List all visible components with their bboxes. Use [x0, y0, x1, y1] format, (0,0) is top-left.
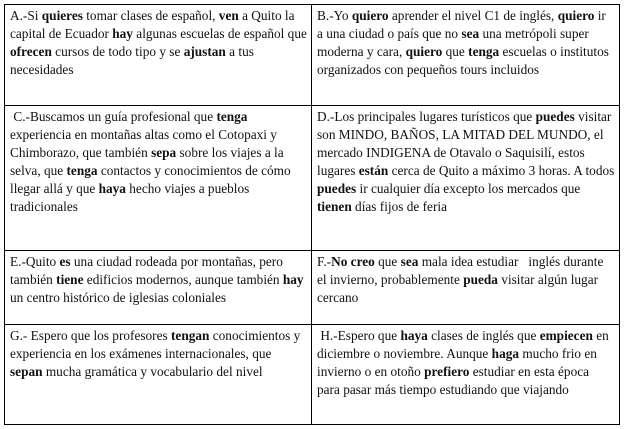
highlighted-verb: ven [218, 8, 239, 23]
cell-text: conocimientos y experiencia en los exámenes internacionales, que [10, 328, 304, 361]
highlighted-verb: quiero [351, 8, 389, 23]
cell-text: hecho viajes a pueblos tradicionales [10, 181, 253, 214]
cell-f [311, 250, 619, 324]
cell-text: mucha gramática y vocabulario del nivel [42, 364, 263, 379]
cell-text: B.-Yo [317, 8, 352, 23]
highlighted-verb: tengan [171, 328, 210, 343]
highlighted-verb: haga [491, 346, 520, 361]
highlighted-verb: tenga [216, 109, 248, 124]
cell-text: sobre los viajes a la selva, que [10, 145, 287, 178]
highlighted-verb: tienen [317, 199, 352, 214]
cell-text: E.-Quito [10, 254, 60, 269]
highlighted-verb: sea [400, 254, 419, 269]
cell-text: a tus necesidades [10, 44, 258, 77]
cell-text: mucho frio en invierno o en otoño [317, 346, 601, 379]
cell-text: estudiar en esta época para pasar más tiempo estudiando que viajando [317, 364, 593, 397]
cell-text: cursos de todo tipo y se [51, 44, 184, 59]
cell-text: contactos y conocimientos de cómo llegar allá y que [10, 163, 294, 196]
highlighted-verb: haya [400, 328, 428, 343]
cell-c [5, 105, 311, 250]
highlighted-verb: tenga [66, 163, 98, 178]
cell-text: H.-Espero que [317, 328, 401, 343]
cell-text: G.- Espero que los profesores [10, 328, 171, 343]
highlighted-verb: ofrecen [10, 44, 52, 59]
cell-text: algunas escuelas de español que [132, 26, 311, 41]
cell-text: cerca de Quito a máximo 3 horas. A todos [388, 163, 618, 178]
cell-h [311, 324, 619, 424]
cell-text: ir cualquier día excepto los mercados que [356, 181, 584, 196]
cell-e [5, 250, 311, 324]
cell-text: un centro histórico de iglesias coloniales [10, 272, 307, 305]
highlighted-verb: puedes [317, 181, 357, 196]
highlighted-verb: tenga [468, 44, 500, 59]
cell-text: edificios modernos, aunque también [83, 272, 283, 287]
highlighted-verb: haya [98, 181, 126, 196]
cell-text: aprender el nivel C1 de inglés, [388, 8, 558, 23]
cell-a [5, 5, 311, 105]
highlighted-verb: sepan [10, 364, 43, 379]
highlighted-verb: es [59, 254, 71, 269]
highlighted-verb: hay [282, 272, 304, 287]
exercise-table [4, 4, 620, 425]
cell-b [311, 5, 619, 105]
cell-text: a Quito la capital de Ecuador [10, 8, 298, 41]
highlighted-verb: hay [112, 26, 133, 41]
highlighted-verb: puedes [535, 109, 575, 124]
highlighted-verb: No creo [331, 254, 375, 269]
cell-text: días fijos de feria [351, 199, 447, 214]
cell-text: A.-Si [10, 8, 42, 23]
cell-text: C.-Buscamos un guía profesional que [10, 109, 217, 124]
highlighted-verb: sea [461, 26, 480, 41]
highlighted-verb: sepa [151, 145, 177, 160]
highlighted-verb: quiero [405, 44, 443, 59]
cell-text: una metrópoli super moderna y cara, [317, 26, 593, 59]
highlighted-verb: ajustan [183, 44, 226, 59]
cell-text: en diciembre o noviembre. Aunque [317, 328, 613, 361]
cell-text: D.-Los principales lugares turísticos que [317, 109, 536, 124]
cell-text: ir a una ciudad o país que no [317, 8, 610, 41]
cell-text: clases de inglés que [427, 328, 540, 343]
cell-text: visitar son MINDO, BAÑOS, LA MITAD DEL MUNDO, el mercado INDIGENA de Otavalo o Saquisilí, estos lugares [317, 109, 615, 178]
cell-text: que [442, 44, 469, 59]
cell-text: visitar algún lugar cercano [317, 272, 602, 305]
cell-text: escuelas o institutos organizados con pequeños tours incluidos [317, 44, 613, 77]
cell-g [5, 324, 311, 424]
cell-d [311, 105, 619, 250]
highlighted-verb: quieres [41, 8, 83, 23]
cell-text: F.- [317, 254, 332, 269]
highlighted-verb: prefiero [424, 364, 470, 379]
highlighted-verb: tiene [56, 272, 84, 287]
cell-text: mala idea estudiar inglés durante el invierno, probablemente [317, 254, 607, 287]
highlighted-verb: pueda [463, 272, 498, 287]
cell-text: que [374, 254, 401, 269]
cell-text: tomar clases de español, [82, 8, 219, 23]
highlighted-verb: empiecen [539, 328, 593, 343]
cell-text: experiencia en montañas altas como el Cotopaxi y Chimborazo, que también [10, 109, 281, 160]
cell-text: una ciudad rodeada por montañas, pero también [10, 254, 287, 287]
highlighted-verb: quiero [557, 8, 595, 23]
highlighted-verb: están [358, 163, 389, 178]
